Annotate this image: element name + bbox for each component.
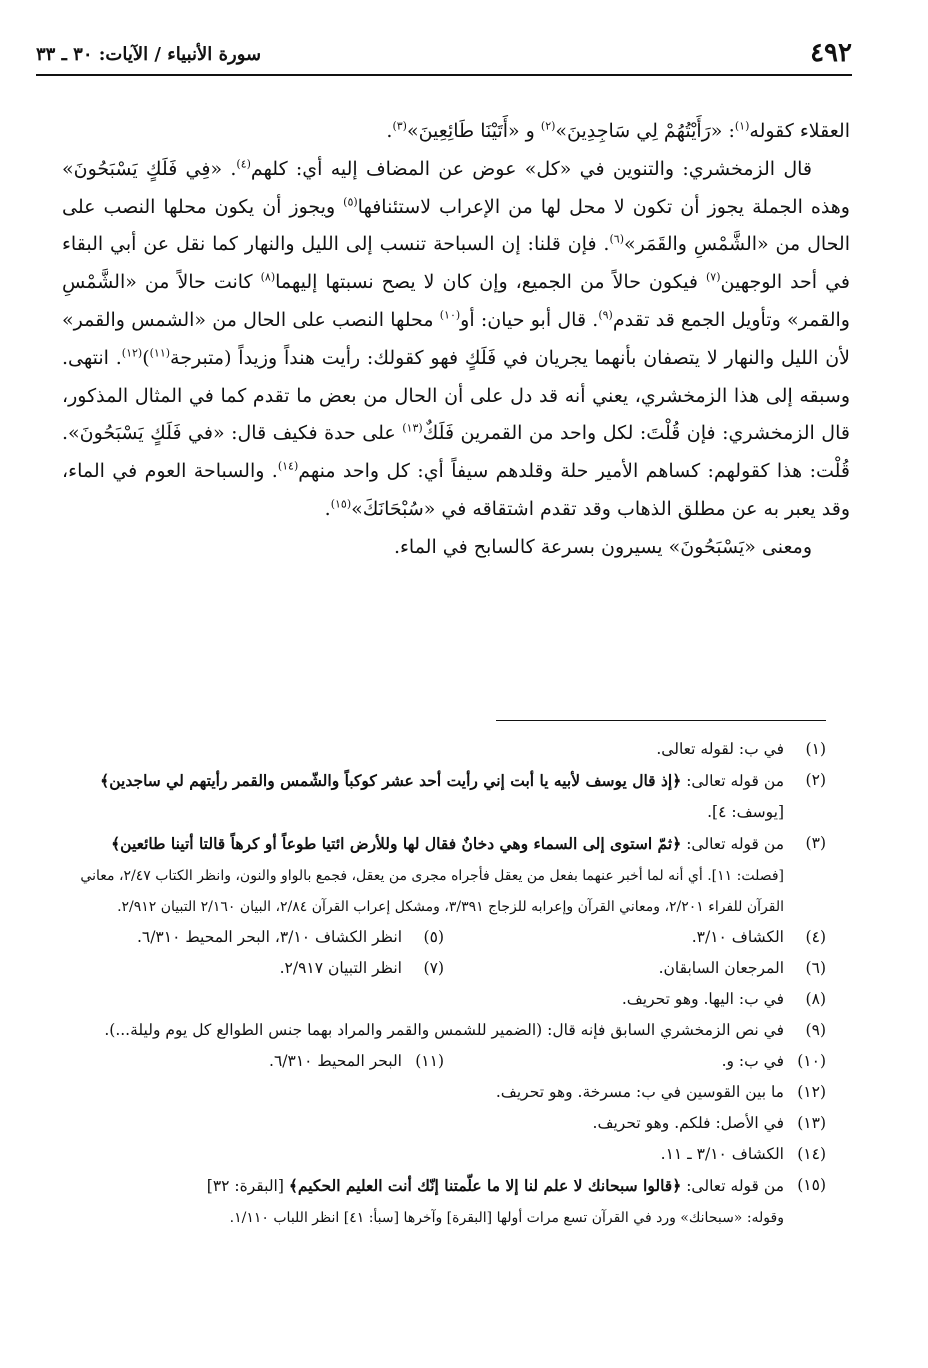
footnote-number: (١٠) [797,1052,826,1070]
footnote-text: الكشاف ٣/١٠ ـ ١١. [660,1145,784,1163]
footnote-text: انظر التبيان ٢/٩١٧. [279,959,402,977]
footnote-text: من قوله تعالى: [681,772,784,790]
footnote-number: (١) [805,740,826,758]
footnote-text: من قوله تعالى: [681,835,784,853]
footnote-row-6-7 [62,953,826,984]
footnote-11 [62,1046,444,1077]
footnote-5 [62,922,444,953]
footnote-text: في ب: لقوله تعالى. [656,740,784,758]
footnote-ref: (٦) [609,233,624,247]
header-rule [36,74,852,76]
footnote-ref: (٨) [260,270,276,284]
footnote-text: [البقرة: ٣٢] [206,1177,289,1195]
paragraph-2 [62,151,850,529]
footnote-9 [62,1015,826,1046]
text-run: . [324,497,331,520]
footnote-number: (١٥) [797,1176,826,1194]
footnote-12 [62,1077,826,1108]
text-run: . «فِي فَلَكٍ يَسْبَحُونَ» وهذه الجملة يجوز أن تكون لا محل لها من الإعراب لاستئنافها [62,157,850,218]
footnote-text: المرجعان السابقان. [658,959,784,977]
footnote-1 [62,734,826,765]
running-title: سورة الأنبياء / الآيات: ٣٠ ـ ٣٣ [36,44,262,65]
footnote-13 [62,1108,826,1139]
footnote-text: في ب: و. [721,1052,784,1070]
footnotes [62,734,826,1233]
footnote-separator [496,720,826,721]
footnote-number: (٥) [423,928,444,946]
text-run: . والسباحة العوم في الماء، وقد يعبر به عن مطلق الذهاب وقد تقدم اشتقاقه في «سُبْحَانَكَ» [62,460,850,520]
text-run: على حدة فكيف قال: «في فَلَكٍ يَسْبَحُونَ». قُلْت: هذا كقولهم: كساهم الأمير حلة وقلدهم سيفاً أي: كل واحد منهم [62,422,851,483]
text-run: ويجوز أن يكون محلها النصب على الحال من «الشَّمْسِ والقَمَر» [62,195,850,256]
footnote-ref: (١٢) [121,346,143,360]
footnote-number: (١٤) [797,1145,826,1163]
footnote-ref: (١٠) [439,308,461,322]
footnote-number: (٧) [423,959,444,977]
footnote-ref: (١) [734,119,750,133]
text-run: و «أَتَيْنَا طَائِعِينَ» [406,120,541,142]
text-run: . قال أبو حيان: أو [460,308,599,331]
footnote-text: في ب: اليها. وهو تحريف. [621,990,784,1008]
footnote-row-4-5 [62,922,826,953]
footnote-text: انظر الكشاف ٣/١٠، البحر المحيط ٦/٣١٠. [136,928,402,946]
footnote-10 [444,1046,826,1077]
footnote-text: [يوسف: ٤]. [707,803,784,821]
footnote-ref: (٩) [598,308,613,322]
text-run: . فإن قلنا: إن السباحة تنسب إلى الليل والنهار كما نقل عن أبي البقاء في أحد الوجهين [62,233,850,294]
main-text [62,113,850,567]
footnote-number: (١٣) [797,1114,826,1132]
footnote-number: (٨) [805,990,826,1008]
footnote-text: الكشاف ٣/١٠. [691,928,784,946]
text-run: . انتهى. وسبقه إلى هذا الزمخشري، يعني أنه قد دل على أن الحال من بعض ما تقدم كما في المثال المذكور، قال الزمخشري: فإن قُلْتَ: لكل واحد من القمرين فَلَكٌ [62,346,850,445]
footnote-ref: (٢) [540,119,556,133]
footnote-text: [فصلت: ١١]. أي أنه لما أخبر عنهما بفعل من يعقل فأجراه مجرى من يعقل، فجمع بالواو والنون، وانظر الكتاب ٢/٤٧، معاني القرآن للفراء ٢/٢٠١، ومعاني القرآن وإعرابه للزجاج ٣/٣٩١، ومشكل إعراب القرآن ٢/٨٤، البيان ٢/١٦٠ التبيان ٢/٩١٢. [80,868,784,915]
paragraph-1 [62,113,850,151]
paragraph-3: ومعنى «يَسْبَحُونَ» يسيرون بسرعة كالسابح في الماء. [393,535,812,558]
text-run: ) [142,346,150,369]
text-run: كانت حالاً من «الشَّمْسِ والقمر» وتأويل الجمع قد تقدم [62,271,850,331]
footnote-ref: (١٣) [402,422,423,436]
footnote-ref: (٥) [343,195,358,209]
footnote-text: ما بين القوسين في ب: مسرخة. وهو تحريف. [495,1083,784,1101]
footnote-3 [62,828,826,922]
footnote-number: (٤) [805,928,826,946]
footnote-ref: (١٥) [330,497,352,511]
text-run: قال الزمخشري: والتنوين في «كل» عوض عن المضاف إليه أي: كلهم [250,157,812,180]
footnote-7 [62,953,444,984]
footnote-8 [62,984,826,1015]
footnote-15 [62,1170,826,1233]
footnote-ref: (١٤) [277,459,299,473]
footnote-text: في الأصل: فلكم. وهو تحريف. [592,1114,784,1132]
footnote-ref: (٧) [706,270,721,284]
quran-verse: ﴿قالوا سبحانك لا علم لنا إلا ما علّمتنا إنّك أنت العليم الحكيم﴾ [288,1176,682,1195]
quran-verse: ﴿ثمّ استوى إلى السماء وهي دخانٌ فقال لها وللأرض ائتيا طوعاً أو كرهاً قالتا أتينا طائعين﴾ [111,834,682,853]
footnote-number: (٩) [805,1021,826,1039]
footnote-ref: (١١) [149,346,171,360]
footnote-2 [62,765,826,828]
footnote-ref: (٤) [236,157,251,171]
quran-verse: ﴿إذ قال يوسف لأبيه يا أبت إني رأيت أحد عشر كوكباً والشّمس والقمر رأيتهم لي ساجدين﴾ [100,771,682,790]
footnote-number: (١٢) [797,1083,826,1101]
page-number: ٤٩٢ [810,38,852,68]
footnote-number: (٢) [805,771,826,789]
footnote-14 [62,1139,826,1170]
footnote-4 [444,922,826,953]
text-run: محلها النصب على الحال من «الشمس والقمر» لأن الليل والنهار لا يتصفان بأنهما يجريان في فَلَكٍ فهو كقولك: رأيت هنداً وزيداً (متبرجة [62,308,851,369]
footnote-text: في نص الزمخشري السابق فإنه قال: (الضمير للشمس والقمر والمراد بهما جنس الطوالع كل يوم وليلة...). [104,1021,784,1039]
footnote-text: وقوله: «سبحانك» ورد في القرآن تسع مرات أولها [البقرة] وآخرها [سبأ: ٤١] انظر اللباب ١/١١٠. [229,1210,784,1226]
text-run: العقلاء كقوله [749,120,850,142]
text-run: . [386,120,393,142]
footnote-number: (١١) [415,1052,444,1070]
footnote-text: من قوله تعالى: [681,1177,784,1195]
footnote-row-10-11 [62,1046,826,1077]
footnote-number: (٣) [805,834,826,852]
text-run: فيكون حالاً من الجميع، وإن كان لا يصح نسبتها إليهما [275,271,706,294]
footnote-6 [444,953,826,984]
page-header [36,38,852,80]
footnote-text: البحر المحيط ٦/٣١٠. [269,1052,402,1070]
footnote-number: (٦) [805,959,826,977]
text-run: : «رَأَيْتُهُمْ لِي سَاجِدِينَ» [555,120,735,142]
footnote-ref: (٣) [392,119,407,133]
